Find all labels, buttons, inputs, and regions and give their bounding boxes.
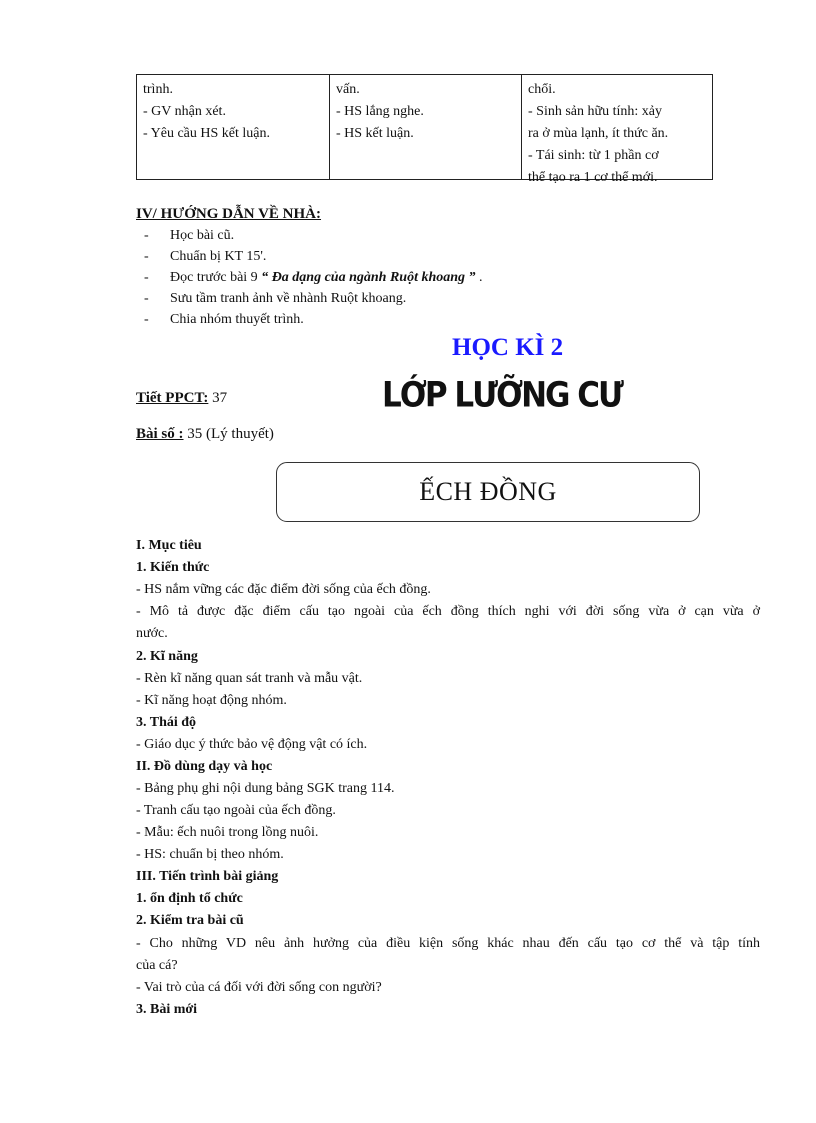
table-column-student — [330, 75, 522, 179]
table-column-content — [522, 75, 714, 185]
paragraph-line: - Vai trò của cá đối với đời sống con người? — [136, 980, 382, 995]
section-heading: I. Mục tiêu — [136, 538, 202, 553]
table-cell-line: - GV nhận xét. — [143, 104, 226, 119]
list-item: - Đọc trước bài 9 “ Đa dạng của ngành Ruột khoang ” . — [144, 270, 483, 285]
list-item: - Sưu tầm tranh ảnh về nhành Ruột khoang. — [144, 291, 407, 306]
table-cell-line: thể tạo ra 1 cơ thể mới. — [528, 170, 658, 185]
subsection-heading: 3. Thái độ — [136, 715, 197, 730]
paragraph-line: - HS nắm vững các đặc điểm đời sống của ếch đồng. — [136, 582, 431, 597]
table-cell-line: chổi. — [528, 82, 556, 97]
lesson-number-line: Bài số : 35 (Lý thuyết) — [136, 426, 274, 442]
list-item: - Chia nhóm thuyết trình. — [144, 312, 304, 327]
paragraph-line: - HS: chuẩn bị theo nhóm. — [136, 847, 284, 862]
paragraph-line: - Giáo dục ý thức bảo vệ động vật có ích. — [136, 737, 368, 752]
section-heading: III. Tiến trình bài giảng — [136, 869, 279, 884]
table-cell-line: - Yêu cầu HS kết luận. — [143, 126, 270, 141]
list-item: - Chuẩn bị KT 15'. — [144, 249, 267, 264]
table-cell-line: trình. — [143, 82, 173, 97]
table-cell-line: vấn. — [336, 82, 360, 97]
table-column-teacher — [137, 75, 330, 179]
table-cell-line: - HS kết luận. — [336, 126, 414, 141]
subsection-heading: 3. Bài mới — [136, 1002, 198, 1017]
lesson-activity-table — [136, 74, 713, 185]
semester-title: HỌC KÌ 2 — [452, 334, 564, 361]
list-item: - Học bài cũ. — [144, 228, 235, 243]
lesson-title: ẾCH ĐỒNG — [419, 477, 557, 506]
period-line: Tiết PPCT: 37 — [136, 390, 228, 406]
table-cell-line: ra ở mùa lạnh, ít thức ăn. — [528, 126, 669, 141]
paragraph-line: - Cho những VD nêu ảnh hưởng của điều kiện sống khác nhau đến cấu tạo cơ thể và tập tính — [136, 936, 760, 951]
paragraph-line: nước. — [136, 626, 168, 641]
paragraph-line: - Bảng phụ ghi nội dung bảng SGK trang 114. — [136, 781, 395, 796]
paragraph-line: - Mô tả được đặc điểm cấu tạo ngoài của ếch đồng thích nghi với đời sống vừa ở cạn vừa ở — [136, 604, 760, 619]
subsection-heading: 1. ổn định tổ chức — [136, 891, 243, 906]
table-cell-line: - Sinh sản hữu tính: xảy — [528, 104, 662, 119]
subsection-heading: 1. Kiến thức — [136, 560, 210, 575]
table-cell-line: - Tái sinh: từ 1 phần cơ — [528, 148, 659, 163]
paragraph-line: - Kĩ năng hoạt động nhóm. — [136, 693, 287, 708]
subsection-heading: 2. Kĩ năng — [136, 649, 198, 664]
paragraph-line: - Tranh cấu tạo ngoài của ếch đồng. — [136, 803, 336, 818]
paragraph-line: - Rèn kĩ năng quan sát tranh và mẫu vật. — [136, 671, 363, 686]
home-guidance-heading: IV/ HƯỚNG DẪN VỀ NHÀ: — [136, 206, 322, 222]
subsection-heading: 2. Kiểm tra bài cũ — [136, 913, 244, 928]
table-cell-line: - HS lắng nghe. — [336, 104, 424, 119]
class-title: LỚP LƯỠNG CƯ — [382, 375, 622, 416]
lesson-title-box — [276, 462, 700, 522]
paragraph-line: của cá? — [136, 958, 178, 973]
paragraph-line: - Mẫu: ếch nuôi trong lồng nuôi. — [136, 825, 319, 840]
section-heading: II. Đồ dùng dạy và học — [136, 759, 273, 774]
